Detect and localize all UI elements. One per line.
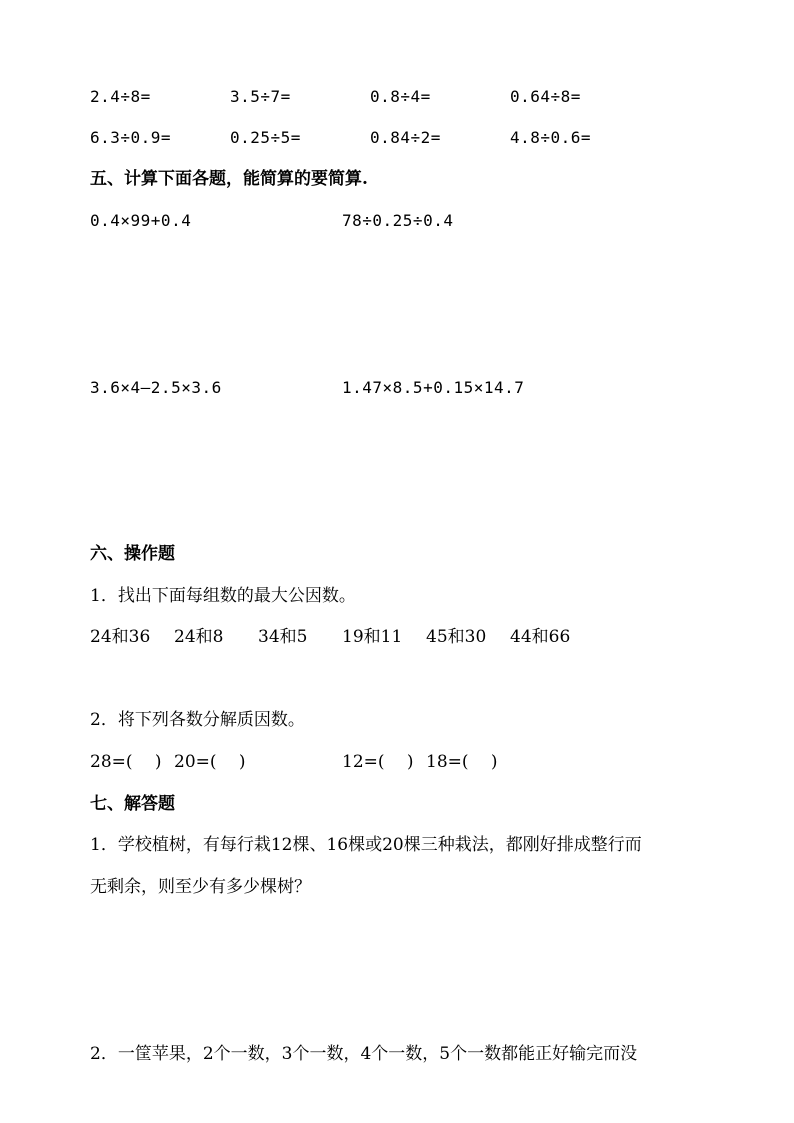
section-5-title: 五、计算下面各题，能简算的要简算. (90, 169, 368, 189)
factor-item: 28=( ) (90, 752, 162, 772)
question-text: 2．一筐苹果，2个一数，3个一数，4个一数，5个一数都能正好输完而没 (90, 1044, 638, 1064)
section-6-title: 六、操作题 (90, 544, 175, 564)
gcd-group: 34和5 (258, 627, 308, 647)
calc-item: 0.4×99+0.4 (90, 211, 192, 230)
calc-item: 3.6×4—2.5×3.6 (90, 378, 222, 397)
division-item: 4.8÷0.6= (510, 128, 592, 147)
division-item: 0.8÷4= (370, 87, 431, 106)
calc-item: 78÷0.25÷0.4 (342, 211, 454, 230)
calc-item: 1.47×8.5+0.15×14.7 (342, 378, 525, 397)
question-text: 1．找出下面每组数的最大公因数。 (90, 586, 356, 606)
factor-item: 18=( ) (426, 752, 498, 772)
question-text: 无剩余，则至少有多少棵树？ (90, 877, 311, 897)
factor-item: 12=( ) (342, 752, 414, 772)
gcd-group: 24和36 (90, 627, 151, 647)
question-text: 2．将下列各数分解质因数。 (90, 710, 305, 730)
question-text: 1．学校植树，有每行栽12棵、16棵或20棵三种栽法，都刚好排成整行而 (90, 835, 642, 855)
division-item: 3.5÷7= (230, 87, 291, 106)
division-item: 2.4÷8= (90, 87, 151, 106)
division-item: 6.3÷0.9= (90, 128, 172, 147)
division-item: 0.84÷2= (370, 128, 441, 147)
division-item: 0.25÷5= (230, 128, 301, 147)
gcd-group: 24和8 (174, 627, 224, 647)
gcd-group: 45和30 (426, 627, 487, 647)
division-item: 0.64÷8= (510, 87, 581, 106)
factor-item: 20=( ) (174, 752, 246, 772)
gcd-group: 19和11 (342, 627, 403, 647)
section-7-title: 七、解答题 (90, 794, 175, 814)
gcd-group: 44和66 (510, 627, 571, 647)
